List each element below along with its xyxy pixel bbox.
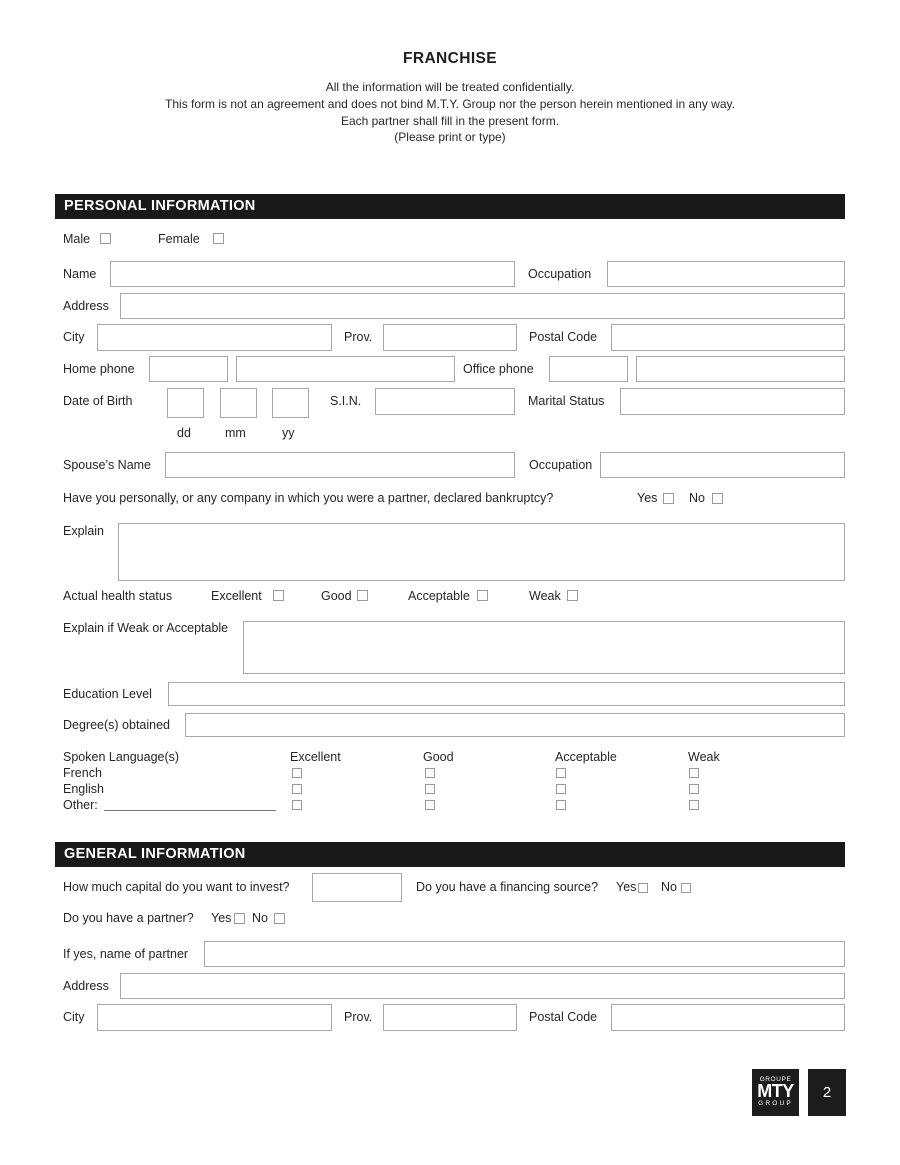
health-good-checkbox[interactable] [357, 590, 368, 601]
health-weak-checkbox[interactable] [567, 590, 578, 601]
language-english-label: English [63, 782, 104, 796]
spouse-occupation-label: Occupation [529, 458, 593, 472]
intro-line: (Please print or type) [394, 130, 506, 145]
occupation-label: Occupation [528, 267, 592, 281]
financing-question: Do you have a financing source? [416, 880, 599, 894]
capital-input[interactable] [312, 873, 402, 902]
personal-information-header: PERSONAL INFORMATION [55, 194, 845, 219]
language-col-weak: Weak [688, 750, 720, 764]
language-col-excellent: Excellent [290, 750, 341, 764]
other-good-checkbox[interactable] [425, 800, 435, 810]
name-input[interactable] [110, 261, 515, 287]
bankruptcy-yes-label: Yes [637, 491, 658, 505]
intro-text [0, 79, 900, 146]
other-excellent-checkbox[interactable] [292, 800, 302, 810]
other-weak-checkbox[interactable] [689, 800, 699, 810]
dob-yy-unit-label: yy [282, 426, 295, 440]
partner-address-label: Address [63, 979, 109, 993]
marital-status-label: Marital Status [528, 394, 605, 408]
home-phone-label: Home phone [63, 362, 135, 376]
french-acceptable-checkbox[interactable] [556, 768, 566, 778]
dob-dd-unit-label: dd [177, 426, 191, 440]
logo-mty-text: MTY [757, 1081, 794, 1101]
health-weak-label: Weak [529, 589, 561, 603]
partner-yes-label: Yes [211, 911, 232, 925]
health-good-label: Good [321, 589, 352, 603]
english-weak-checkbox[interactable] [689, 784, 699, 794]
partner-no-checkbox[interactable] [274, 913, 285, 924]
partner-city-input[interactable] [97, 1004, 332, 1031]
bankruptcy-yes-checkbox[interactable] [663, 493, 674, 504]
degrees-obtained-label: Degree(s) obtained [63, 718, 171, 732]
partner-address-input[interactable] [120, 973, 845, 999]
city-label: City [63, 330, 85, 344]
partner-prov-label: Prov. [344, 1010, 373, 1024]
health-acceptable-label: Acceptable [408, 589, 470, 603]
health-acceptable-checkbox[interactable] [477, 590, 488, 601]
intro-line: Each partner shall fill in the present form. [340, 113, 560, 128]
partner-postal-label: Postal Code [529, 1010, 598, 1024]
health-excellent-checkbox[interactable] [273, 590, 284, 601]
financing-no-label: No [661, 880, 677, 894]
postal-code-label: Postal Code [529, 330, 598, 344]
sin-input[interactable] [375, 388, 515, 415]
language-other-label: Other: [63, 798, 98, 812]
capital-question: How much capital do you want to invest? [63, 880, 290, 894]
office-phone-number-input[interactable] [636, 356, 845, 382]
male-checkbox[interactable] [100, 233, 111, 244]
spouse-occupation-input[interactable] [600, 452, 845, 478]
spouse-name-label: Spouse’s Name [63, 458, 152, 472]
financing-no-checkbox[interactable] [681, 883, 691, 893]
partner-yes-checkbox[interactable] [234, 913, 245, 924]
occupation-input[interactable] [607, 261, 845, 287]
home-phone-area-input[interactable] [149, 356, 228, 382]
financing-yes-checkbox[interactable] [638, 883, 648, 893]
partner-question: Do you have a partner? [63, 911, 194, 925]
other-language-line[interactable] [104, 810, 276, 811]
financing-yes-label: Yes [616, 880, 637, 894]
english-excellent-checkbox[interactable] [292, 784, 302, 794]
city-input[interactable] [97, 324, 332, 351]
language-col-acceptable: Acceptable [555, 750, 617, 764]
bankruptcy-question: Have you personally, or any company in which you were a partner, declared bankruptcy? [63, 491, 554, 505]
name-label: Name [63, 267, 97, 281]
partner-prov-input[interactable] [383, 1004, 517, 1031]
partner-name-input[interactable] [204, 941, 845, 967]
office-phone-area-input[interactable] [549, 356, 628, 382]
dob-dd-input[interactable] [167, 388, 204, 418]
language-french-label: French [63, 766, 102, 780]
mty-group-logo [752, 1069, 799, 1116]
prov-label: Prov. [344, 330, 373, 344]
explain-textarea[interactable] [118, 523, 845, 581]
bankruptcy-no-checkbox[interactable] [712, 493, 723, 504]
dob-yy-input[interactable] [272, 388, 309, 418]
education-level-input[interactable] [168, 682, 845, 706]
female-checkbox[interactable] [213, 233, 224, 244]
education-level-label: Education Level [63, 687, 152, 701]
health-status-label: Actual health status [63, 589, 173, 603]
intro-line: This form is not an agreement and does not bind M.T.Y. Group nor the person herein mentioned in any way. [165, 96, 735, 111]
english-acceptable-checkbox[interactable] [556, 784, 566, 794]
dob-mm-unit-label: mm [225, 426, 246, 440]
other-acceptable-checkbox[interactable] [556, 800, 566, 810]
health-excellent-label: Excellent [211, 589, 262, 603]
address-input[interactable] [120, 293, 845, 319]
explain-weak-textarea[interactable] [243, 621, 845, 674]
french-weak-checkbox[interactable] [689, 768, 699, 778]
french-excellent-checkbox[interactable] [292, 768, 302, 778]
explain-weak-label: Explain if Weak or Acceptable [63, 621, 229, 635]
bankruptcy-no-label: No [689, 491, 705, 505]
partner-name-label: If yes, name of partner [63, 947, 189, 961]
home-phone-number-input[interactable] [236, 356, 455, 382]
intro-line: All the information will be treated confidentially. [325, 80, 575, 94]
sin-label: S.I.N. [330, 394, 362, 408]
spouse-name-input[interactable] [165, 452, 515, 478]
female-label: Female [158, 232, 200, 246]
dob-mm-input[interactable] [220, 388, 257, 418]
language-col-good: Good [423, 750, 454, 764]
partner-no-label: No [252, 911, 268, 925]
logo-group-text: GROUP [758, 1100, 793, 1107]
explain-label: Explain [63, 524, 104, 538]
english-good-checkbox[interactable] [425, 784, 435, 794]
date-of-birth-label: Date of Birth [63, 394, 133, 408]
partner-postal-input[interactable] [611, 1004, 845, 1031]
french-good-checkbox[interactable] [425, 768, 435, 778]
degrees-obtained-input[interactable] [185, 713, 845, 737]
logo-groupe-text: GROUPE [759, 1076, 792, 1083]
office-phone-label: Office phone [463, 362, 534, 376]
general-information-header: GENERAL INFORMATION [55, 842, 845, 867]
prov-input[interactable] [383, 324, 517, 351]
marital-status-input[interactable] [620, 388, 845, 415]
address-label: Address [63, 299, 109, 313]
male-label: Male [63, 232, 91, 246]
page-title: FRANCHISE [402, 50, 498, 67]
postal-code-input[interactable] [611, 324, 845, 351]
page-number: 2 [808, 1069, 846, 1116]
spoken-languages-label: Spoken Language(s) [63, 750, 180, 764]
partner-city-label: City [63, 1010, 85, 1024]
